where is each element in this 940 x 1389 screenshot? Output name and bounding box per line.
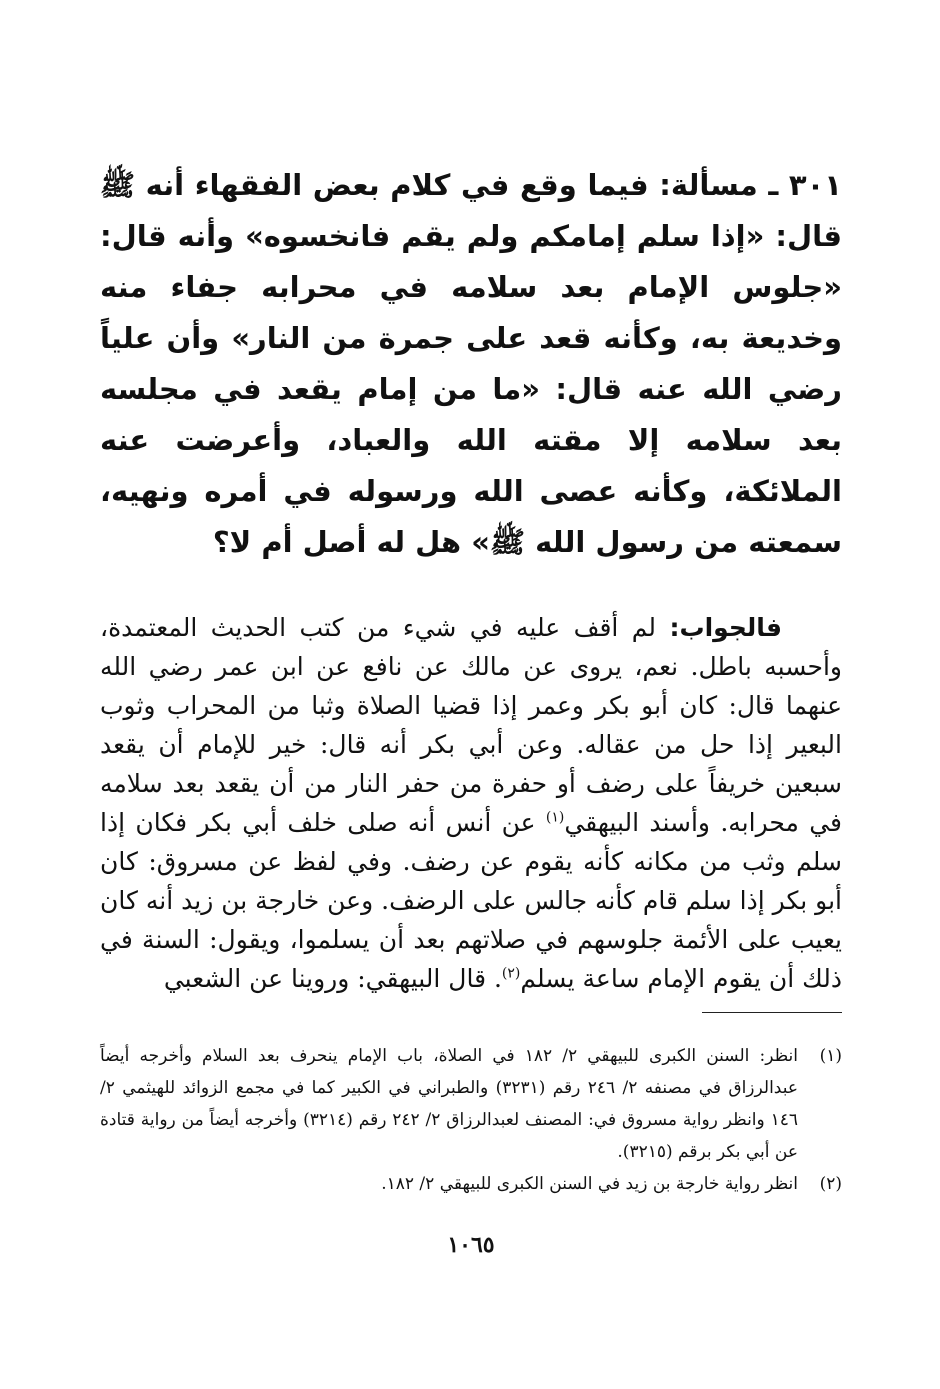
footnote-number: (١): [819, 1046, 842, 1066]
answer-text-part1: لم أقف عليه في شيء من كتب الحديث المعتمدة، وأحسبه باطل. نعم، يروى عن مالك عن نافع عن ابن عمر رضي الله عنهما قال: كان أبو بكر وعمر إذا قضيا الصلاة وثبا من المحراب وثوب البعير إذا حل من عقاله. وعن أبي بكر أنه قال: خير للإمام أن يقعد سبعين خريفاً على رضف أو حفرة من حفر النار من أن يقعد بعد سلامه في محرابه. وأسند البيهقي: [100, 613, 843, 837]
footnote-text: انظر: السنن الكبرى للبيهقي ٢/ ١٨٢ في الصلاة، باب الإمام ينحرف بعد السلام وأخرجه أيضاً عبدالرزاق في مصنفه ٢/ ٢٤٦ رقم (٣٢٣١) والطبراني في الكبير كما في مجمع الزوائد للهيثمي ٢/ ١٤٦ وانظر رواية مسروق في: المصنف لعبدالرزاق ٢/ ٢٤٢ رقم (٣٢١٤) وأخرجه أيضاً من رواية قتادة عن أبي بكر برقم (٣٢١٥).: [100, 1046, 798, 1162]
answer-text-part2: عن أنس أنه صلى خلف أبي بكر فكان إذا سلم وثب من مكانه كأنه يقوم عن رضف. وفي لفظ عن مسروق: كان أبو بكر إذا سلم قام كأنه جالس على الرضف. وعن خارجة بن زيد أنه كان يعيب على الأئمة جلوسهم في صلاتهم بعد أن يسلموا، ويقول: السنة في ذلك أن يقوم الإمام ساعة يسلم: [100, 808, 843, 993]
page-number: ١٠٦٥: [447, 1232, 495, 1258]
question-text: فيما وقع في كلام بعض الفقهاء أنه ﷺ قال: «إذا سلم إمامكم ولم يقم فانخسوه» وأنه قال: «جلوس الإمام بعد سلامه في محرابه جفاء منه وخديعة به، وكأنه قعد على جمرة من النار» وأن علياً رضي الله عنه قال: «ما من إمام يقعد في مجلسه بعد سلامه إلا مقته الله والعباد، وأعرضت عنه الملائكة، وكأنه عصى الله ورسوله في أمره ونهيه، سمعته من رسول الله ﷺ» هل له أصل أم لا؟: [100, 168, 842, 559]
question-paragraph: [100, 160, 842, 568]
footnote-divider: [702, 1012, 842, 1013]
answer-paragraph: [100, 608, 842, 998]
footnote-ref-2[interactable]: (٢): [501, 965, 521, 982]
question-label: ٣٠١ ـ مسألة:: [659, 168, 842, 202]
footnote-1: [100, 1040, 842, 1168]
footnote-number: (٢): [819, 1174, 842, 1194]
footnote-ref-1[interactable]: (١): [545, 809, 565, 826]
footnotes: [100, 1040, 842, 1200]
footnote-text: انظر رواية خارجة بن زيد في السنن الكبرى للبيهقي ٢/ ١٨٢.: [381, 1174, 798, 1194]
page-content: [100, 160, 843, 1258]
answer-text-part3: . قال البيهقي: وروينا عن الشعبي: [163, 964, 502, 993]
answer-label: فالجواب:: [669, 613, 782, 642]
footnote-2: [100, 1168, 842, 1200]
